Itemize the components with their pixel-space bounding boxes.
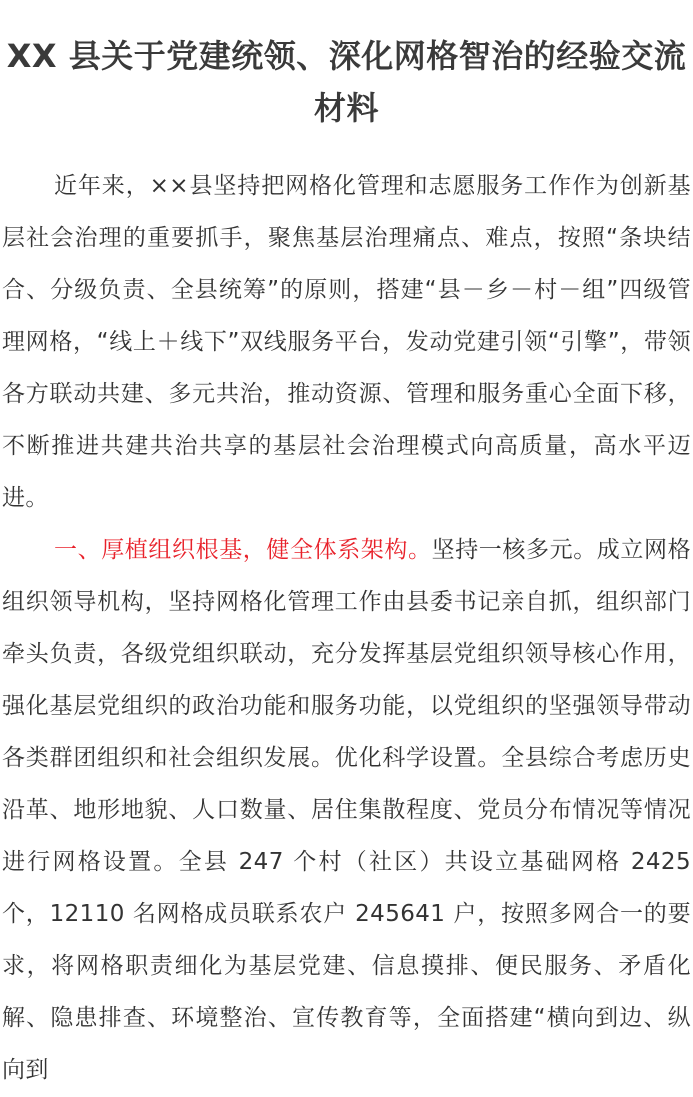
intro-paragraph: 近年来，××县坚持把网格化管理和志愿服务工作作为创新基层社会治理的重要抓手，聚焦基层治理痛点、难点，按照“条块结合、分级负责、全县统筹”的原则，搭建“县－乡－村－组”四级管理网格，“线上＋线下”双线服务平台，发动党建引领“引擎”，带领各方联动共建、多元共治，推动资源、管理和服务重心全面下移，不断推进共建共治共享的基层社会治理模式向高质量，高水平迈进。 <box>2 173 691 511</box>
section-one-body: 坚持一核多元。成立网格组织领导机构，坚持网格化管理工作由县委书记亲自抓，组织部门牵头负责，各级党组织联动，充分发挥基层党组织领导核心作用，强化基层党组织的政治功能和服务功能，以党组织的坚强领导带动各类群团组织和社会组织发展。优化科学设置。全县综合考虑历史沿革、地形地貌、人口数量、居住集散程度、党员分布情况等情况进行网格设置。全县 247 个村（社区）共设立基础网格 2425 个，12110 名网格成员联系农户 245641 户，按照多网合一的要求，将网格职责细化为基层党建、信息摸排、便民服务、矛盾化解、隐患排查、环境整治、宣传教育等，全面搭建“横向到边、纵向到 <box>2 537 691 1083</box>
section-one-paragraph <box>0 524 693 1096</box>
section-one-heading: 一、厚植组织根基，健全体系架构。 <box>54 537 432 563</box>
document-title: XX 县关于党建统领、深化网格智治的经验交流材料 <box>6 37 687 127</box>
